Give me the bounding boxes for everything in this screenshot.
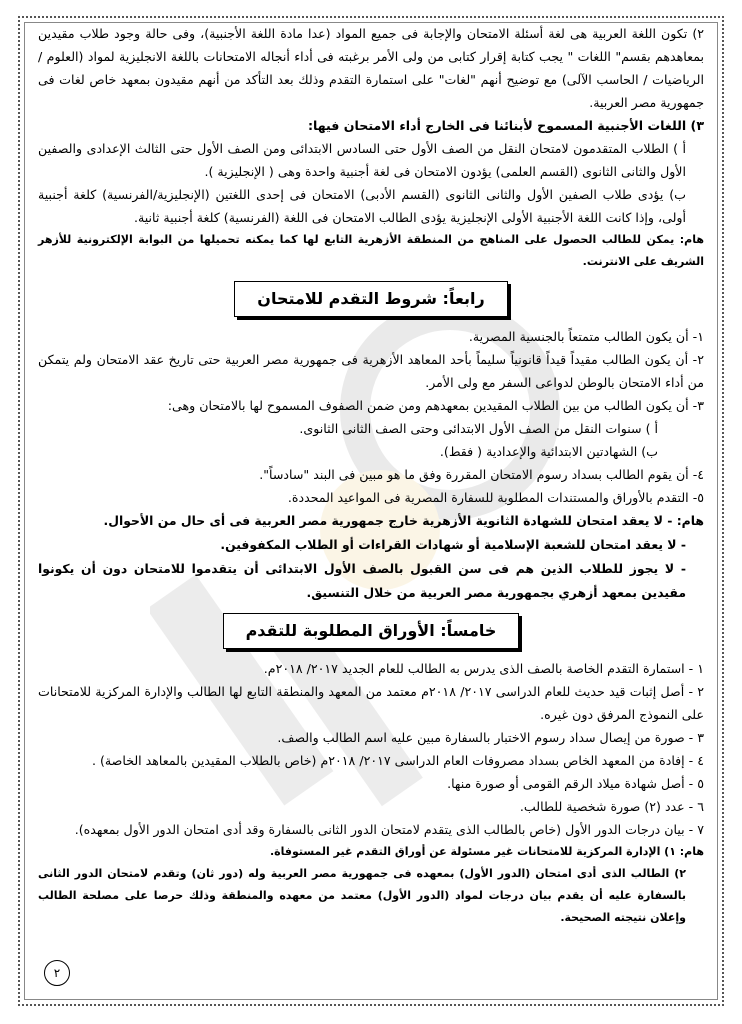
conditions-note: - لا يعقد امتحان للشعبة الإسلامية أو شهادات القراءات أو الطلاب المكفوفين. [220,537,686,552]
condition-subitem: ب) الشهادتين الابتدائية والإعدادية ( فقط). [439,444,658,459]
document-item: ٣ - صورة من إيصال سداد رسوم الاختبار بالسفارة مبين عليه اسم الطالب والصف. [277,730,704,745]
documents-note: ٢) الطالب الذى أدى امتحان (الدور الأول) بمعهده فى جمهورية مصر العربية وله (دور ثان) وتقدم لامتحان الدور الثانى بالسفارة عليه أن يقدم بيان درجات لمواد (الدور الأول) معتمد من معهده والمنطقة وذلك حرصا على مصلحة الطالب وإعلان نتيجته الصحيحة. [38,867,686,924]
section-heading-documents: خامساً: الأوراق المطلوبة للتقدم [223,613,520,649]
documents-note: هام: ١) الإدارة المركزية للامتحانات غير مسئولة عن أوراق التقدم غير المستوفاة. [269,845,704,858]
section-heading-conditions: رابعاً: شروط التقدم للامتحان [234,281,507,317]
condition-item: ٥- التقدم بالأوراق والمستندات المطلوبة للسفارة المصرية فى المواعيد المحددة. [287,490,704,505]
document-body [38,22,704,929]
conditions-note: هام: - لا يعقد امتحان للشهادة الثانوية الأزهرية خارج جمهورية مصر العربية فى أى حال من الأحوال. [103,513,704,528]
condition-subitem: أ ) سنوات النقل من الصف الأول الابتدائى وحتى الصف الثانى الثانوى. [299,421,658,436]
conditions-note: - لا يجوز للطلاب الذين هم فى سن القبول بالصف الأول الابتدائى أن يتقدموا للامتحان دون أن يكونوا مقيدين بمعهد أزهري بجمهورية مصر العربية من خلال التنسيق. [38,561,686,600]
curriculum-note: هام: يمكن للطالب الحصول على المناهج من المنطقة الأزهرية التابع لها كما يمكنه تحميلها من البوابة الإلكترونية للأزهر الشريف على الانترنت. [38,233,704,268]
document-item: ١ - استمارة التقدم الخاصة بالصف الذى يدرس به الطالب للعام الجديد ٢٠١٧/ ٢٠١٨م. [263,661,704,676]
condition-item: ٤- أن يقوم الطالب بسداد رسوم الامتحان المقررة وفق ما هو مبين فى البند "سادساً". [259,467,704,482]
foreign-languages-b: ب) يؤدى طلاب الصفين الأول والثانى الثانوى (القسم الأدبى) الامتحان فى إحدى اللغتين (الإنجليزية/الفرنسية) كلغة أجنبية أولى، وإذا كانت اللغة الأجنبية الأولى الإنجليزية يؤدى الطالب الامتحان فى اللغة (الفرنسية) كلغة أجنبية ثانية. [38,187,686,225]
document-item: ٤ - إفادة من المعهد الخاص بسداد مصروفات العام الدراسى ٢٠١٧/ ٢٠١٨م (خاص بالطلاب المقيدين بالمعاهد الخاصة) . [92,753,704,768]
language-rule-paragraph: ٢) تكون اللغة العربية هى لغة أسئلة الامتحان والإجابة فى جميع المواد (عدا مادة اللغة الأجنبية)، وفى حالة وجود طلاب مقيدين بمعاهدهم بقسم" اللغات " يجب كتابة إقرار كتابى من ولى الأمر برغبته فى أداء أنجاله الامتحانات باللغة الانجليزية لمواد (العلوم / الرياضيات / الحاسب الآلى) مع توضيح أنهم "لغات" على استمارة التقدم وذلك بعد التأكد من أنهم مقيدون بمعهد خاص لغات فى جمهورية مصر العربية. [38,26,704,110]
document-item: ٥ - أصل شهادة ميلاد الرقم القومى أو صورة منها. [447,776,704,791]
document-item: ٦ - عدد (٢) صورة شخصية للطالب. [519,799,704,814]
page-number: ٢ [44,960,70,986]
foreign-languages-title: ٣) اللغات الأجنبية المسموح لأبنائنا فى الخارج أداء الامتحان فيها: [307,118,704,133]
document-item: ٧ - بيان درجات الدور الأول (خاص بالطالب الذى يتقدم لامتحان الدور الثانى بالسفارة وقد أدى امتحان الدور الأول بمعهده). [74,822,704,837]
condition-item: ١- أن يكون الطالب متمتعاً بالجنسية المصرية. [468,329,704,344]
condition-item: ٢- أن يكون الطالب مقيداً قيداً قانونياً سليماً بأحد المعاهد الأزهرية فى جمهورية مصر العربية حتى تاريخ عقد الامتحان ولم يتمكن من أداء الامتحان بالوطن لدواعى السفر مع ولى الأمر. [38,352,704,390]
foreign-languages-a: أ ) الطلاب المتقدمون لامتحان النقل من الصف الأول حتى السادس الابتدائى ومن الصف الأول حتى الثالث الإعدادى والصفين الأول والثانى الثانوى (القسم العلمى) يؤدون الامتحان فى لغة أجنبية واحدة وهى ( الإنجليزية ). [38,141,686,179]
document-item: ٢ - أصل إثبات قيد حديث للعام الدراسى ٢٠١٧/ ٢٠١٨م معتمد من المعهد والمنطقة التابع لها الطالب والإدارة المركزية للامتحانات على النموذج المرفق دون غيره. [38,684,705,722]
condition-item: ٣- أن يكون الطالب من بين الطلاب المقيدين بمعهدهم ومن ضمن الصفوف المسموح لها بالامتحان وهى: [167,398,704,413]
